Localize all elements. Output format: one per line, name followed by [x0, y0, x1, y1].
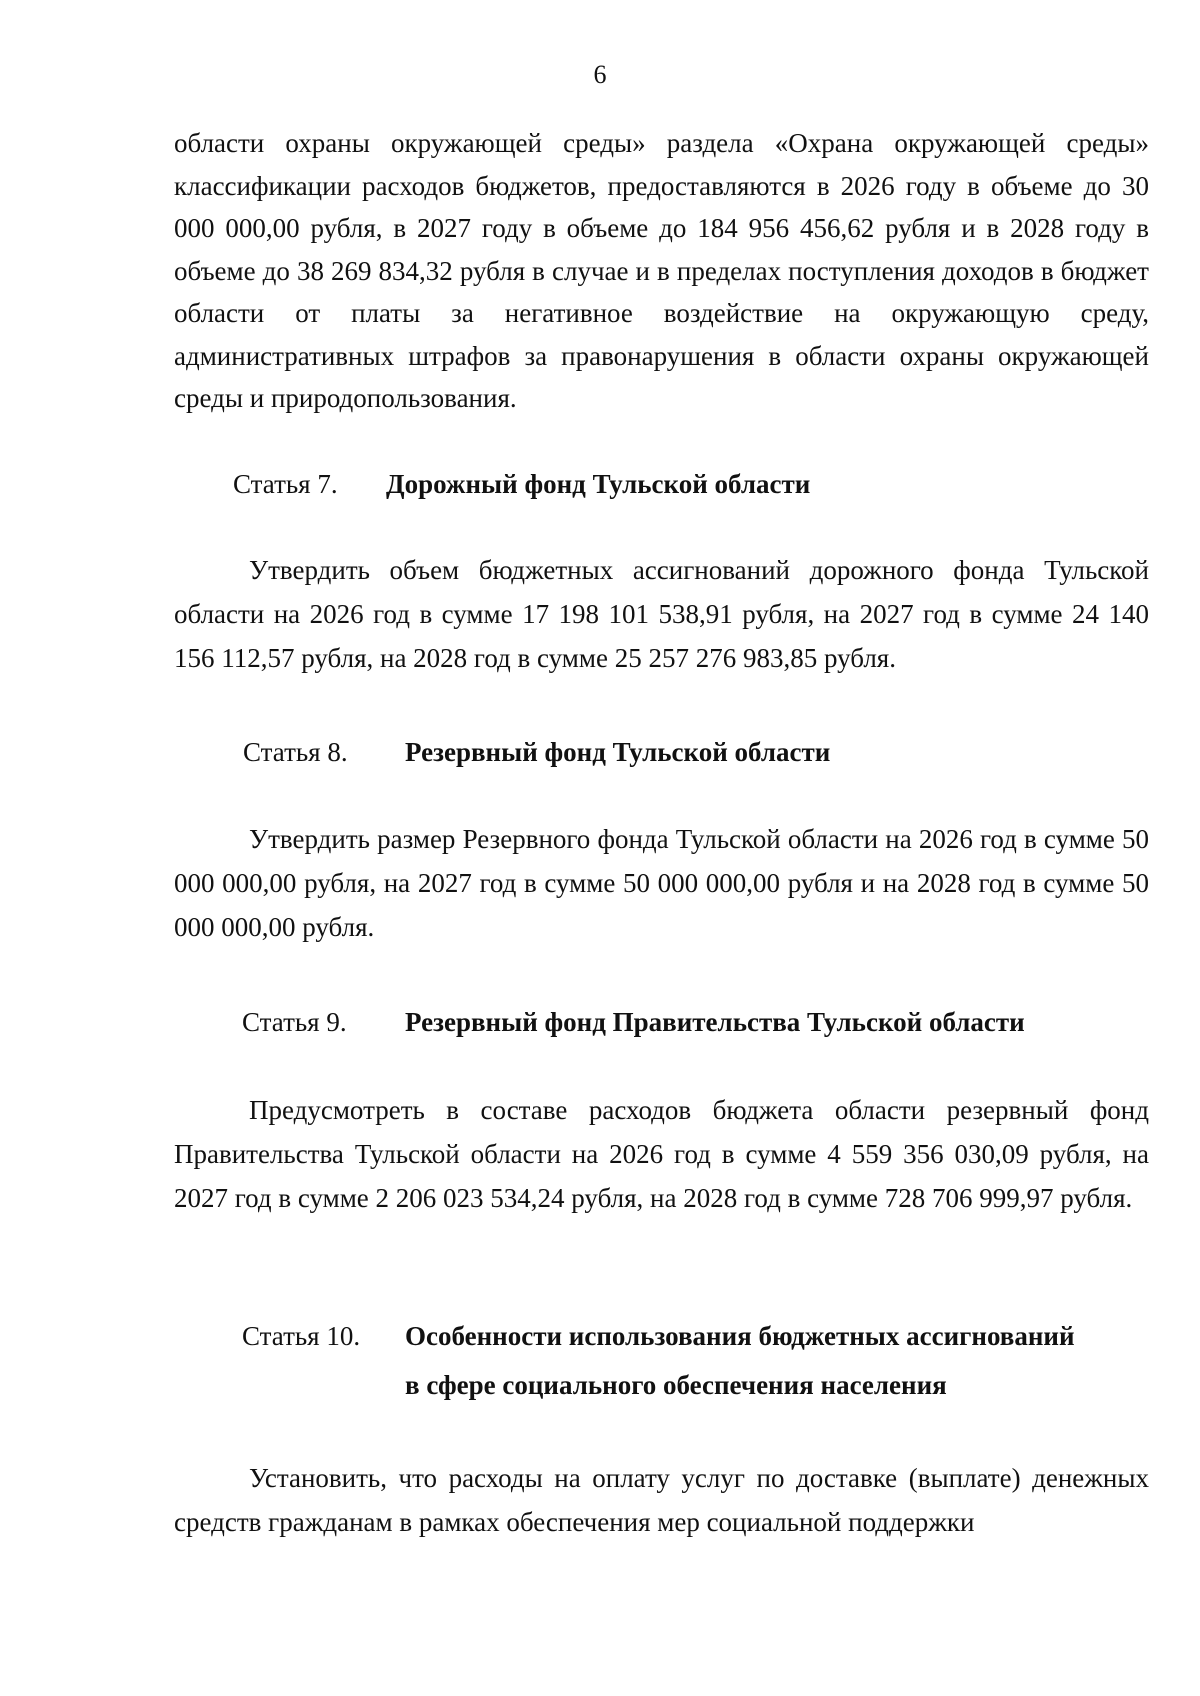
- article-title-line-1: Особенности использования бюджетных ассигнований: [405, 1321, 1075, 1351]
- article-label: Статья 9.: [242, 1007, 347, 1037]
- article-label: Статья 7.: [233, 469, 338, 499]
- article-title: Дорожный фонд Тульской области: [386, 469, 811, 499]
- article-title: Резервный фонд Правительства Тульской области: [405, 1007, 1025, 1037]
- article-9-text: Предусмотреть в составе расходов бюджета области резервный фонд Правительства Тульской области на 2026 год в сумме 4 559 356 030,09 рубля, на 2027 год в сумме 2 206 023 534,24 рубля, на 2028 год в сумме 728 706 999,97 рубля.: [174, 1095, 1149, 1213]
- article-title: Резервный фонд Тульской области: [405, 737, 831, 767]
- article-8-text: Утвердить размер Резервного фонда Тульской области на 2026 год в сумме 50 000 000,00 рубля, на 2027 год в сумме 50 000 000,00 рубля и на 2028 год в сумме 50 000 000,00 рубля.: [174, 824, 1149, 942]
- article-10-text: Установить, что расходы на оплату услуг по доставке (выплате) денежных средств гражданам в рамках обеспечения мер социальной поддержки: [174, 1463, 1149, 1537]
- article-7-text: Утвердить объем бюджетных ассигнований дорожного фонда Тульской области на 2026 год в сумме 17 198 101 538,91 рубля, на 2027 год в сумме 24 140 156 112,57 рубля, на 2028 год в сумме 25 257 276 983,85 рубля.: [174, 555, 1149, 673]
- article-label: Статья 10.: [242, 1321, 361, 1351]
- intro-paragraph: области охраны окружающей среды» раздела «Охрана окружающей среды» классификации расходов бюджетов, предоставляются в 2026 году в объеме до 30 000 000,00 рубля, в 2027 году в объеме до 184 956 456,62 рубля и в 2028 году в объеме до 38 269 834,32 рубля в случае и в пределах поступления доходов в бюджет области от платы за негативное воздействие на окружающую среду, административных штрафов за правонарушения в области охраны окружающей среды и природопользования.: [174, 128, 1149, 413]
- page-number: 6: [593, 60, 607, 89]
- article-label: Статья 8.: [243, 737, 348, 767]
- article-title-line-2: в сфере социального обеспечения населения: [405, 1370, 947, 1400]
